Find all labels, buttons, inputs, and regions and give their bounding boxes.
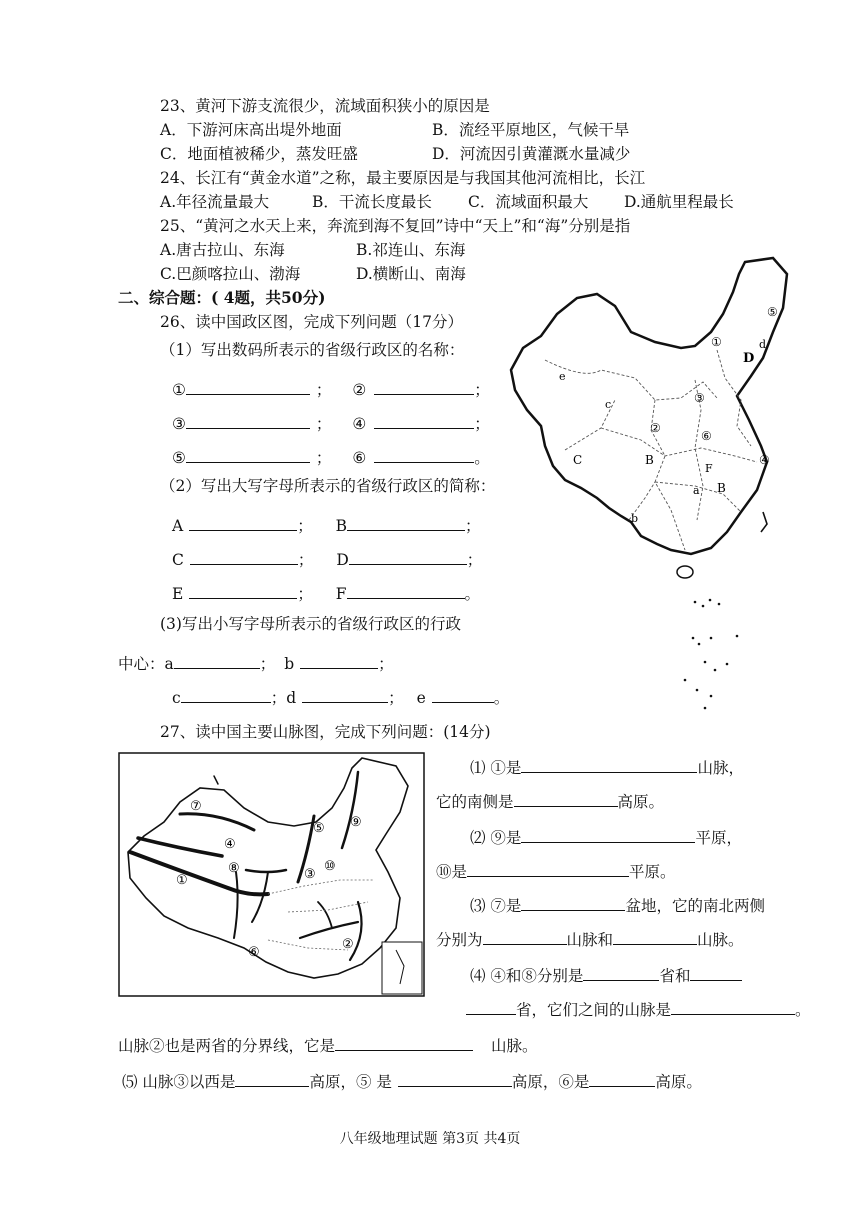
map2-label-5: ⑤ [313, 821, 325, 836]
answer-blank[interactable] [583, 964, 659, 981]
answer-blank[interactable] [174, 652, 260, 669]
q27-s4-line1: ⑷ ④和⑧分别是 省和 [470, 964, 742, 986]
section-2-title: 二、综合题：( 4题，共50分) [118, 288, 326, 307]
answer-blank[interactable] [374, 378, 474, 395]
map2-label-8: ⑧ [228, 861, 240, 876]
q26-stem: 26、读中国政区图，完成下列问题（17分） [160, 313, 463, 331]
map1-label-D: D [743, 351, 755, 366]
q24-stem: 24、长江有“黄金水道”之称，最主要原因是与我国其他河流相比，长江 [160, 169, 646, 187]
map1-label-1: ① [711, 335, 722, 349]
answer-blank[interactable] [335, 1034, 473, 1051]
q26-centers-row2: c ；d ； e 。 [172, 686, 509, 708]
q23-option-a: A．下游河床高出堤外地面 [160, 121, 342, 139]
q25-option-d: D.横断山、南海 [356, 265, 466, 283]
answer-blank[interactable] [514, 790, 618, 807]
q26-blank-row3: ⑤ ； ⑥ 。 [172, 446, 490, 468]
answer-blank[interactable] [186, 412, 310, 429]
map2-label-7: ⑦ [190, 799, 202, 814]
answer-blank[interactable] [467, 860, 629, 877]
map2-label-6: ⑥ [248, 945, 260, 960]
map1-label-6: ⑥ [701, 429, 712, 443]
num-5: ⑤ [172, 449, 186, 467]
num-6: ⑥ [352, 449, 367, 467]
q24-option-d: D.通航里程最长 [624, 193, 734, 211]
map2-label-9: ⑨ [350, 815, 362, 830]
q26-blank-row1: ① ； ② ； [172, 378, 490, 400]
q27-s2-line1: ⑵ ⑨是 平原， [470, 826, 742, 848]
answer-blank[interactable] [186, 378, 310, 395]
answer-blank[interactable] [302, 686, 388, 703]
q25-stem: 25、“黄河之水天上来，奔流到海不复回”诗中“天上”和“海”分别是指 [160, 217, 631, 235]
q25-option-b: B.祁连山、东海 [356, 241, 466, 259]
map1-label-2: ② [650, 421, 661, 435]
q26-centers-row1: 中心：a ； b ； [118, 652, 394, 674]
num-2: ② [352, 381, 367, 399]
map1-label-B: B [645, 453, 654, 467]
map2-label-4: ④ [224, 837, 236, 852]
answer-blank[interactable] [466, 998, 516, 1015]
q27-s3-line1: ⑶ ⑦是 盆地，它的南北两侧 [470, 894, 765, 916]
map1-label-C: C [573, 453, 583, 467]
q25-option-a: A.唐古拉山、东海 [160, 241, 285, 259]
q27-s1-line2: 它的南侧是 高原。 [436, 790, 664, 812]
answer-blank[interactable] [347, 582, 465, 599]
answer-blank[interactable] [181, 686, 271, 703]
map1-label-4: ④ [759, 453, 770, 467]
q27-s2-line2: ⑩是 平原。 [436, 860, 676, 882]
answer-blank[interactable] [521, 826, 695, 843]
china-political-map [505, 250, 800, 720]
map1-label-F: F [705, 462, 713, 475]
answer-blank[interactable] [432, 686, 494, 703]
answer-blank[interactable] [190, 548, 298, 565]
answer-blank[interactable] [374, 412, 474, 429]
answer-blank[interactable] [521, 756, 697, 773]
q27-s3-line2: 分别为 山脉和 山脉。 [436, 928, 744, 950]
answer-blank[interactable] [189, 514, 297, 531]
map1-label-d: d [759, 338, 767, 351]
map1-label-a: a [693, 484, 700, 497]
answer-blank[interactable] [690, 964, 742, 981]
q26-part1: （1）写出数码所表示的省级行政区的名称： [160, 341, 465, 359]
answer-blank[interactable] [483, 928, 567, 945]
q27-s4-line3: 山脉②也是两省的分界线，它是 山脉。 [118, 1034, 538, 1056]
q24-option-a: A.年径流量最大 [160, 193, 270, 211]
q26-blank-row2: ③ ； ④ ； [172, 412, 490, 434]
map1-label-b: b [631, 512, 639, 525]
num-3: ③ [172, 415, 186, 433]
map2-label-1: ① [176, 873, 188, 888]
map1-label-5: ⑤ [767, 305, 778, 319]
q24-option-c: C．流域面积最大 [468, 193, 589, 211]
q27-s1-line1: ⑴ ①是 山脉， [470, 756, 744, 778]
answer-blank[interactable] [613, 928, 697, 945]
map1-label-3: ③ [694, 391, 705, 405]
q27-s4-line2: 省，它们之间的山脉是 。 [466, 998, 811, 1020]
map1-label-c: c [605, 398, 612, 411]
q26-abbr-row1: A ； B ； [172, 514, 481, 536]
answer-blank[interactable] [589, 1070, 655, 1087]
q27-stem: 27、读中国主要山脉图，完成下列问题：(14分) [160, 723, 491, 741]
answer-blank[interactable] [186, 446, 310, 463]
map1-label-e: e [559, 370, 566, 383]
answer-blank[interactable] [398, 1070, 512, 1087]
answer-blank[interactable] [349, 548, 467, 565]
page-footer: 八年级地理试题 第3页 共4页 [339, 1131, 521, 1147]
answer-blank[interactable] [235, 1070, 309, 1087]
answer-blank[interactable] [189, 582, 297, 599]
answer-blank[interactable] [374, 446, 474, 463]
q23-stem: 23、黄河下游支流很少，流域面积狭小的原因是 [160, 97, 490, 115]
q25-option-c: C.巴颜喀拉山、渤海 [160, 265, 301, 283]
answer-blank[interactable] [300, 652, 378, 669]
q26-part3: (3)写出小写字母所表示的省级行政区的行政 [160, 615, 461, 633]
q24-option-b: B．干流长度最长 [312, 193, 432, 211]
q23-option-b: B．流经平原地区，气候干旱 [432, 121, 630, 139]
answer-blank[interactable] [347, 514, 465, 531]
q23-option-d: D．河流因引黄灌溉水量减少 [432, 145, 631, 163]
map2-label-3: ③ [304, 867, 316, 882]
q26-abbr-row2: C ； D ； [172, 548, 482, 570]
q26-part2: （2）写出大写字母所表示的省级行政区的简称： [160, 477, 496, 495]
map2-label-10: ⑩ [324, 859, 336, 874]
q27-s5-line: ⑸ 山脉③以西是 高原，⑤ 是 高原，⑥是 高原。 [122, 1070, 702, 1092]
map2-label-2: ② [342, 937, 354, 952]
q26-abbr-row3: E ； F 。 [172, 582, 480, 604]
num-4: ④ [352, 415, 367, 433]
num-1: ① [172, 381, 186, 399]
answer-blank[interactable] [671, 998, 795, 1015]
q23-option-c: C．地面植被稀少，蒸发旺盛 [160, 145, 358, 163]
answer-blank[interactable] [521, 894, 625, 911]
china-mountains-map [118, 752, 425, 997]
map1-label-B2: B [717, 481, 726, 495]
